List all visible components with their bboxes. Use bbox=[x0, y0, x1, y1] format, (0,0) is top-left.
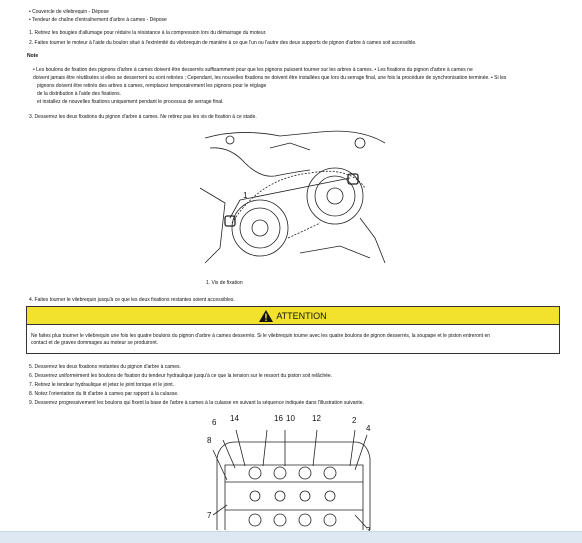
note-line: doivent jamais être réutilisées si elles se desserrent ou sont retirées ; Cependant, les nouvelles fixations ne doivent être installées que lors du serrage final, une fois la procédure de synchronisation terminée. • Si les bbox=[33, 75, 507, 81]
bolt-number: 16 bbox=[274, 414, 283, 423]
attention-line: Ne faites plus tourner le vilebrequin une fois les quatre boulons du pignon d'arbre à cames desserrés. Si le vilebrequin tourne avec les quatre boulons de pignon desserrés, la soupape et le piston entreront en bbox=[31, 333, 491, 339]
bullet-crankshaft-cover: • Couvercle de vilebrequin - Dépose bbox=[29, 9, 109, 15]
note-label: Note bbox=[27, 53, 39, 59]
step-9: 9. Desserrez progressivement les boulons qui fixent la base de l'arbre à cames à la culasse en suivant la séquence indiquée dans l'illustration suivante. bbox=[29, 400, 364, 406]
attention-title: ATTENTION bbox=[276, 310, 327, 321]
note-line: et installez de nouvelles fixations uniquement pendant le processus de serrage final. bbox=[37, 99, 224, 105]
bullet-chain-tensioner: • Tendeur de chaîne d'entraînement d'arbre à cames - Dépose bbox=[29, 17, 167, 23]
note-line: • Les boulons de fixation des pignons d'arbre à cames doivent être desserrés suffisamment pour que les pignons puissent tourner sur les arbres à cames. • Les fixations du pignon d'arbre à cames ne bbox=[33, 67, 473, 73]
camshaft-sprocket-drawing bbox=[200, 128, 390, 268]
note-line: de la distribution à l'aide des fixations. bbox=[37, 91, 122, 97]
viewer-bottom-bar bbox=[0, 531, 582, 543]
attention-line: contact et de graves dommages au moteur se produiront. bbox=[31, 340, 159, 346]
cylinder-head-drawing bbox=[205, 420, 380, 532]
step-5: 5. Desserrez les deux fixations restantes du pignon d'arbre à cames. bbox=[29, 364, 181, 370]
attention-header bbox=[27, 307, 559, 325]
bolt-number: 4 bbox=[366, 424, 371, 433]
bolt-number: 8 bbox=[207, 436, 212, 445]
figure-caption: 1. Vis de fixation bbox=[206, 280, 243, 286]
bolt-number: 10 bbox=[286, 414, 295, 423]
step-7: 7. Retirez le tendeur hydraulique et jetez le joint torique et le joint. bbox=[29, 382, 175, 388]
step-3: 3. Desserrez les deux fixations du pignon d'arbre à cames. Ne retirez pas les vis de fixation à ce stade. bbox=[29, 114, 257, 120]
attention-text bbox=[31, 333, 490, 347]
attention-box bbox=[26, 306, 560, 354]
step-4: 4. Faites tourner le vilebrequin jusqu'à ce que les deux fixations restantes soient accessibles. bbox=[29, 297, 235, 303]
bolt-number: 7 bbox=[207, 511, 212, 520]
step-2: 2. Faites tourner le moteur à l'aide du boulon situé à l'extrémité du vilebrequin de manière à ce que l'un ou l'autre des deux supports de pignon d'arbre à cames soit accessible. bbox=[29, 40, 417, 46]
step-8: 8. Notez l'orientation du lit d'arbre à cames par rapport à la culasse. bbox=[29, 391, 179, 397]
step-1: 1. Retirez les bougies d'allumage pour réduire la résistance à la compression lors du démarrage du moteur. bbox=[29, 30, 267, 36]
bolt-number: 6 bbox=[212, 418, 217, 427]
note-line: pignons doivent être retirés des arbres à cames, remplacez temporairement les pignons pour le réglage bbox=[37, 83, 267, 89]
bolt-number: 2 bbox=[352, 416, 357, 425]
callout-1: 1 bbox=[243, 191, 248, 200]
step-6: 6. Desserrez uniformément les boulons de fixation du tendeur hydraulique jusqu'à ce que la tension sur le ressort du piston soit relâchée. bbox=[29, 373, 333, 379]
warning-icon bbox=[259, 310, 273, 322]
bolt-number: 14 bbox=[230, 414, 239, 423]
bolt-number: 12 bbox=[312, 414, 321, 423]
